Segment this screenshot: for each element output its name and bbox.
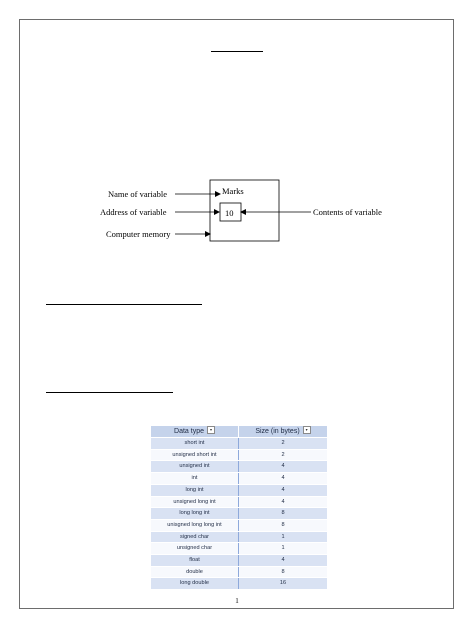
data-type-size-table [150, 425, 325, 590]
cell-size: 4 [239, 473, 328, 485]
filter-dropdown-icon[interactable]: ▾ [303, 426, 311, 434]
cell-size: 4 [239, 555, 328, 567]
table-row [151, 449, 328, 461]
cell-data-type: unsigned long int [151, 496, 239, 508]
header-data-type[interactable]: Data type ▾ [151, 426, 239, 438]
cell-data-type: signed char [151, 531, 239, 543]
cell-size: 1 [239, 531, 328, 543]
table-row [151, 484, 328, 496]
table-row [151, 555, 328, 567]
name-of-variable-label: Name of variable [108, 189, 167, 199]
table-row [151, 496, 328, 508]
cell-size: 16 [239, 578, 328, 590]
table-row [151, 578, 328, 590]
table-row [151, 566, 328, 578]
cell-size: 8 [239, 519, 328, 531]
computer-memory-label: Computer memory [106, 229, 171, 239]
page-number: 1 [235, 597, 239, 605]
table-row [151, 543, 328, 555]
cell-data-type: int [151, 473, 239, 485]
table-row [151, 461, 328, 473]
cell-size: 4 [239, 496, 328, 508]
cell-data-type: double [151, 566, 239, 578]
cell-size: 1 [239, 543, 328, 555]
header-size[interactable]: Size (in bytes) ▾ [239, 426, 328, 438]
cell-size: 2 [239, 438, 328, 450]
table-row [151, 473, 328, 485]
cell-data-type: long double [151, 578, 239, 590]
cell-size: 8 [239, 508, 328, 520]
table-row [151, 519, 328, 531]
contents-of-variable-label: Contents of variable [313, 207, 382, 217]
cell-data-type: long int [151, 484, 239, 496]
table-row [151, 438, 328, 450]
cell-size: 8 [239, 566, 328, 578]
table-row [151, 531, 328, 543]
cell-data-type: unsigned int [151, 461, 239, 473]
cell-size: 4 [239, 461, 328, 473]
cell-size: 2 [239, 449, 328, 461]
address-of-variable-label: Address of variable [100, 207, 167, 217]
cell-size: 4 [239, 484, 328, 496]
cell-data-type: unisgned long long int [151, 519, 239, 531]
table-header-row [151, 426, 328, 438]
table-row [151, 508, 328, 520]
cell-data-type: float [151, 555, 239, 567]
cell-data-type: short int [151, 438, 239, 450]
variable-value-text: 10 [225, 208, 234, 218]
cell-data-type: unsigned char [151, 543, 239, 555]
filter-dropdown-icon[interactable]: ▾ [207, 426, 215, 434]
variable-name-text: Marks [222, 186, 244, 196]
cell-data-type: unsigned short int [151, 449, 239, 461]
cell-data-type: long long int [151, 508, 239, 520]
